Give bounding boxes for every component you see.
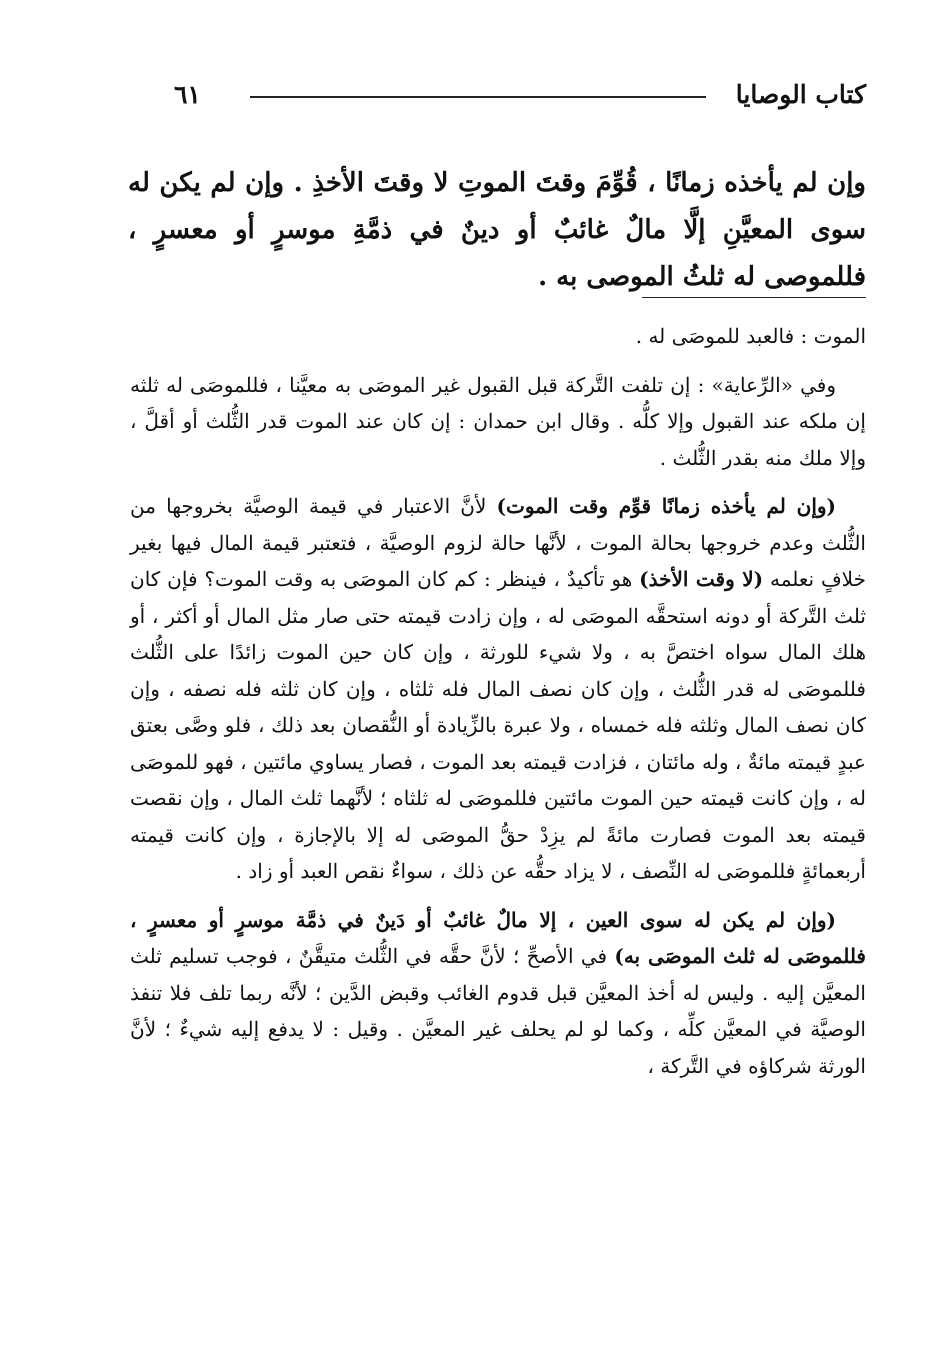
matn-quote: (وإن لم يكن له سوى العين ، إلا مالٌ غائبٌ أو دَينٌ في ذمَّة موسرٍ أو معسرٍ ، فللموصَى له ثلث الموصَى به) bbox=[130, 907, 866, 968]
matn-quote: (وإن لم يأخذه زمانًا قوِّم وقت الموت) bbox=[496, 494, 836, 518]
matn-text: وإن لم يأخذه زمانًا ، قُوِّمَ وقتَ الموتِ لا وقتَ الأخذِ . وإن لم يكن له سوى المعيَّنِ إلَّا مالٌ غائبٌ أو دينٌ في ذمَّةِ موسرٍ أو معسرٍ ، فللموصى له ثلثُ الموصى به . bbox=[128, 168, 866, 292]
matn-separator-rule bbox=[642, 297, 866, 298]
commentary-paragraph-4 bbox=[130, 902, 866, 1085]
matn-quote: (لا وقت الأخذ) bbox=[639, 567, 764, 591]
page-header bbox=[140, 76, 866, 116]
commentary-text: لأنَّ الاعتبار في قيمة الوصيَّة بخروجها من الثُّلث وعدم خروجها بحالة الموت ، لأنَّها حالة لزوم الوصيَّة ، فتعتبر قيمة المال فيها بغير خلافٍ نعلمه bbox=[130, 494, 866, 591]
commentary-text: هو تأكيدٌ ، فينظر : كم كان الموصَى به وقت الموت؟ فإن كان ثلث التَّركة أو دونه استحقَّه الموصَى له ، وإن زادت قيمته حتى صار مثل المال أو أكثر ، أو هلك المال سواه اختصَّ به ، ولا شيء للورثة ، وإن كان حين الموت زائدًا على الثُّلث فللموصَى له قدر الثُّلث ، وإن كان نصف المال فله ثلثاه ، وإن كان ثلثه فله نصفه ، وإن كان نصف المال وثلثه فله خمساه ، ولا عبرة بالزِّيادة أو النُّقصان بعد ذلك ، فلو وصَّى بعتق عبدٍ قيمته مائةٌ ، وله مائتان ، فزادت قيمته بعد الموت ، فصار يساوي مائتين ، فهو للموصَى له ، وإن كانت قيمته حين الموت مائتين فللموصَى له ثلثاه ؛ لأنَّهما ثلث المال ، وإن نقصت قيمته بعد الموت فصارت مائةً لم يزِدْ حقُّ الموصَى له إلا بالإجازة ، وإن كانت قيمته أربعمائةٍ فللموصَى له النِّصف ، لا يزاد حقُّه عن ذلك ، سواءٌ نقص العبد أو زاد . bbox=[130, 567, 866, 883]
header-rule bbox=[250, 96, 706, 98]
page-number: ٦١ bbox=[174, 80, 201, 109]
commentary-paragraph-2: وفي «الرِّعاية» : إن تلفت التَّركة قبل القبول غير الموصَى به معيَّنا ، فللموصَى له ثلثه إن ملكه عند القبول وإلا كلُّه . وقال ابن حمدان : إن كان عند الموت قدر الثُّلث أو أقلَّ ، وإلا ملك منه بقدر الثُّلث . bbox=[130, 372, 866, 470]
running-title: كتاب الوصايا bbox=[735, 80, 866, 109]
commentary-text: في الأصحِّ ؛ لأنَّ حقَّه في الثُّلث متيقَّنٌ ، فوجب تسليم ثلث المعيَّن إليه . وليس له أخذ المعيَّن قبل قدوم الغائب وقبض الدَّين ؛ لأنَّه ربما تلف فلا تنفذ الوصيَّة في المعيَّن كلِّه ، وكما لو لم يحلف غير المعيَّن . وقيل : لا يدفع إليه شيءٌ ؛ لأنَّ الورثة شركاؤه في التَّركة ، bbox=[130, 944, 866, 1078]
commentary-paragraph-3 bbox=[130, 488, 866, 890]
commentary-paragraph-1: الموت : فالعبد للموصَى له . bbox=[635, 324, 866, 348]
commentary-body bbox=[130, 318, 866, 1084]
